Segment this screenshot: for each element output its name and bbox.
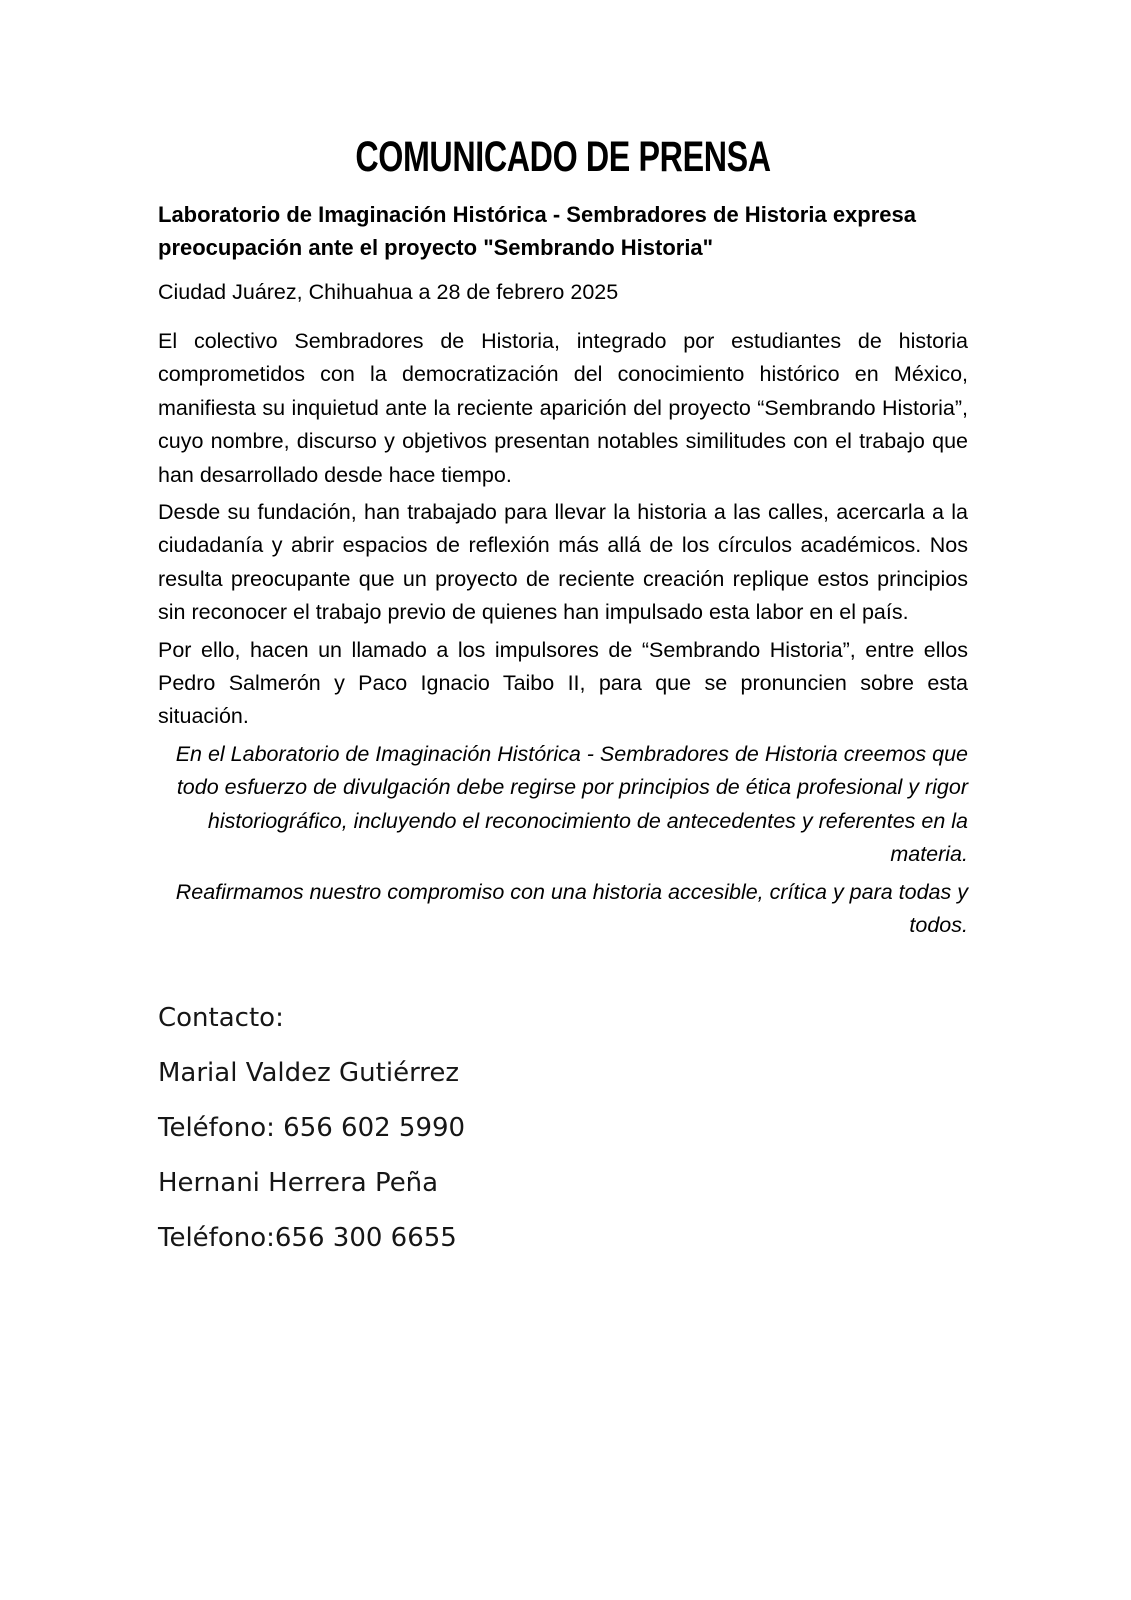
contact-block xyxy=(158,1004,968,1252)
body-paragraph-3: Por ello, hacen un llamado a los impulsores de “Sembrando Historia”, entre ellos Pedro Salmerón y Paco Ignacio Taibo II, para que se pronuncien sobre esta situación. xyxy=(158,637,968,729)
contact-phone-2: Teléfono:656 300 6655 xyxy=(158,1223,457,1254)
press-release-heading: Laboratorio de Imaginación Histórica - Sembradores de Historia expresa preocupación ante el proyecto "Sembrando Historia" xyxy=(158,202,917,260)
contact-name-2: Hernani Herrera Peña xyxy=(158,1168,439,1199)
contact-phone-1: Teléfono: 656 602 5990 xyxy=(158,1113,466,1144)
body-paragraph-2: Desde su fundación, han trabajado para llevar la historia a las calles, acercarla a la ciudadanía y abrir espacios de reflexión más allá de los círculos académicos. Nos resulta preocupante que un proyecto de reciente creación replique estos principios sin reconocer el trabajo previo de quienes han impulsado esta labor en el país. xyxy=(158,500,968,625)
quote-paragraph-1: En el Laboratorio de Imaginación Histórica - Sembradores de Historia creemos que todo esfuerzo de divulgación debe regirse por principios de ética profesional y rigor historiográfico, incluyendo el reconocimiento de antecedentes y referentes en la materia. xyxy=(175,741,968,867)
quote-paragraph-2: Reafirmamos nuestro compromiso con una historia accesible, crítica y para todas y todos. xyxy=(175,879,968,937)
page-title: COMUNICADO DE PRENSA xyxy=(355,133,771,181)
dateline: Ciudad Juárez, Chihuahua a 28 de febrero 2025 xyxy=(158,280,619,304)
contact-label: Contacto: xyxy=(158,1003,284,1034)
contact-name-1: Marial Valdez Gutiérrez xyxy=(158,1058,460,1089)
body-paragraph-1: El colectivo Sembradores de Historia, integrado por estudiantes de historia comprometidos con la democratización del conocimiento histórico en México, manifiesta su inquietud ante la reciente aparición del proyecto “Sembrando Historia”, cuyo nombre, discurso y objetivos presentan notables similitudes con el trabajo que han desarrollado desde hace tiempo. xyxy=(158,329,968,487)
